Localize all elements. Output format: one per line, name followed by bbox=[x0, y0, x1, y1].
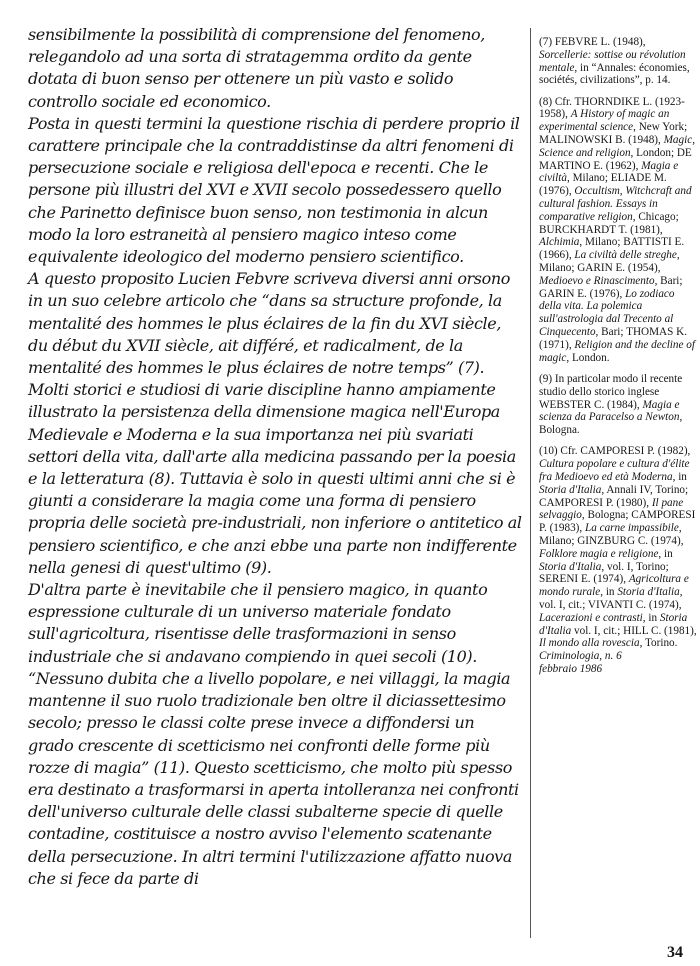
footnote-text: , London; DE MARTINO E. (1962), bbox=[539, 146, 692, 172]
paragraph: D'altra parte è inevitabile che il pensiero magico, in quanto espressione culturale di un universo materiale fondato sull'agricoltura, risentisse delle trasformazioni in senso industriale che si andavano compiendo in quei secoli (10). “Nessuno dubita che a livello popolare, e nei villaggi, la magia mantenne il suo ruolo tradizionale ben oltre il diciassettesimo secolo; presso le classi colte prese invece a diffondersi un grado crescente di scetticismo nei confronti delle forme più rozze di magia” (11). Questo scetticismo, che molto più spesso era destinato a trasformarsi in aperta intolleranza nei confronti dell'universo culturale delle classi subalterne specie di quelle contadine, costituisce a nostro avviso l'elemento scatenante della persecuzione. In altri termini l'utilizzazione affatto nuova che si fece da parte di bbox=[28, 580, 519, 888]
footnote-title: Alchimia bbox=[539, 236, 580, 249]
footnote-text: (8) Cfr. THORNDIKE L. (1923-1958), bbox=[539, 95, 685, 121]
footnote-text: (10) Cfr. CAMPORESI P. (1982), bbox=[539, 445, 691, 458]
footnote-title: La carne impassibile bbox=[585, 522, 679, 535]
footnote-10 bbox=[539, 445, 697, 675]
footnote-title: Storia d'Italia bbox=[617, 586, 680, 599]
footnote-title: Storia d'Italia bbox=[539, 560, 602, 573]
footnote-text: , Milano; GINZBURG C. (1974), bbox=[539, 522, 684, 547]
footnote-title: Il pane selvaggio bbox=[539, 496, 684, 522]
footnote-text: , in bbox=[642, 611, 660, 624]
column-divider bbox=[530, 28, 531, 938]
paragraph: Posta in questi termini la questione rischia di perdere proprio il carattere principale che la contraddistinse da altri fenomeni di persecuzione sociale e religiosa dell'epoca e recenti. Che le persone più illustri del XVI e XVII secolo possedessero quello che Parinetto definisce buon senso, non testimonia in alcun modo la loro estraneità al pensiero magico inteso come equivalente ideologico del moderno pensiero scientifico. bbox=[28, 113, 520, 267]
footnote-title: Agricoltura e mondo rurale bbox=[539, 573, 689, 599]
footnote-text: , in bbox=[600, 586, 618, 599]
footnote-text: , Torino. bbox=[639, 637, 678, 650]
footnote-title: Occultism, Witchcraft and cultural fashion. Essays in comparative religion bbox=[539, 185, 692, 223]
footnote-title: Lo zodiaco della vita. La polemica sull'astrologia dal Trecento al Cinquecento bbox=[539, 287, 675, 339]
footnote-text: , Chicago; BURCKHARDT T. (1981), bbox=[539, 210, 679, 236]
footnote-title: Medioevo e Rinascimento bbox=[539, 274, 655, 287]
footnote-text: , Milano; ELIADE M. (1976), bbox=[539, 172, 667, 198]
paragraph: sensibilmente la possibilità di comprensione del fenomeno, relegandolo ad una sorta di stratagemma ordito da gente dotata di buon senso per ottenere un più vasto e solido controllo sociale ed economico. bbox=[28, 25, 485, 111]
footnote-title: Cultura popolare e cultura d'élite fra Medioevo ed età Moderna bbox=[539, 458, 690, 483]
footnote-7 bbox=[539, 36, 697, 87]
footnote-title: Sorcellerie: sottise ou révolution mentale bbox=[539, 48, 686, 74]
footnote-text: vol. I, cit.; HILL C. (1981), bbox=[571, 624, 697, 637]
footnote-text: , New York; MALINOWSKI B. (1948), bbox=[539, 121, 688, 147]
footnote-text: , in “Annales: économies, sociétés, civilizations”, p. 14. bbox=[539, 61, 690, 87]
footnote-text: , Bologna; CAMPORESI P. (1983), bbox=[539, 509, 696, 535]
footnote-text: , London. bbox=[566, 351, 610, 364]
footnote-title: Storia d'Italia bbox=[539, 611, 688, 637]
footnote-text: , vol. I, Torino; SERENI E. (1974), bbox=[539, 560, 669, 586]
footnotes-column bbox=[539, 36, 697, 684]
footnote-title: Storia d'Italia bbox=[539, 483, 602, 496]
footnote-text: , Bologna. bbox=[539, 411, 683, 437]
footnote-text: , Milano; GARIN E. (1954), bbox=[539, 249, 680, 275]
footnote-8 bbox=[539, 96, 697, 365]
footnote-text: , Bari; THOMAS K. (1971), bbox=[539, 326, 688, 351]
source-date: febbraio 1986 bbox=[539, 662, 603, 675]
footnote-text: (9) In particolar modo il recente studio dello storico inglese WEBSTER C. (1984), bbox=[539, 372, 683, 411]
main-text-column bbox=[28, 24, 524, 890]
footnote-title: Lacerazioni e contrasti bbox=[539, 611, 643, 624]
paragraph: Molti storici e studiosi di varie discipline hanno ampiamente illustrato la persistenza della dimensione magica nell'Europa Medievale e Moderna e la sua importanza nei più svariati settori della vita, dall'arte alla medicina passando per la poesia e la letteratura (8). Tuttavia è solo in questi ultimi anni che si è giunti a considerare la magia come una forma di pensiero propria delle società pre-industriali, non inferiore o antitetico al pensiero scientifico, e che anzi ebbe una parte non indifferente nella genesi di quest'ultimo (9). bbox=[28, 380, 522, 577]
footnote-text: , in bbox=[672, 471, 687, 483]
footnote-text: , Annali IV, Torino; CAMPORESI P. (1980), bbox=[539, 483, 689, 509]
footnote-text: , in bbox=[658, 547, 673, 560]
footnote-title: Magic, Science and religion bbox=[539, 134, 695, 159]
page-number: 34 bbox=[667, 944, 683, 961]
footnote-text: , Bari; GARIN E. (1976), bbox=[539, 274, 683, 300]
footnote-text: , vol. I, cit.; VIVANTI C. (1974), bbox=[539, 586, 683, 611]
source-journal: Criminologia, n. 6 bbox=[539, 650, 622, 663]
footnote-title: Il mondo alla rovescia bbox=[539, 637, 640, 650]
footnote-text: , Milano; BATTISTI E. (1966), bbox=[539, 236, 685, 262]
footnote-9 bbox=[539, 373, 697, 437]
footnote-title: Religion and the decline of magic bbox=[539, 338, 695, 364]
footnote-title: Folklore magia e religione bbox=[539, 547, 659, 560]
footnote-title: Magia e scienza da Paracelso a Newton bbox=[539, 398, 680, 424]
footnote-text: (7) FEBVRE L. (1948), bbox=[539, 36, 646, 48]
footnote-title: A History of magic an experimental science bbox=[539, 108, 670, 134]
paragraph: A questo proposito Lucien Febvre scriveva diversi anni orsono in un suo celebre articolo che “dans sa structure profonde, la mentalité des hommes le plus éclaires de la fin du XVI siècle, du début du XVII siècle, ait différé, et radicalment, de la mentalité des hommes le plus éclaires de notre temps” (7). bbox=[28, 269, 510, 378]
footnote-title: La civiltà delle streghe bbox=[574, 249, 677, 262]
footnote-title: Magia e civiltà bbox=[539, 159, 679, 185]
